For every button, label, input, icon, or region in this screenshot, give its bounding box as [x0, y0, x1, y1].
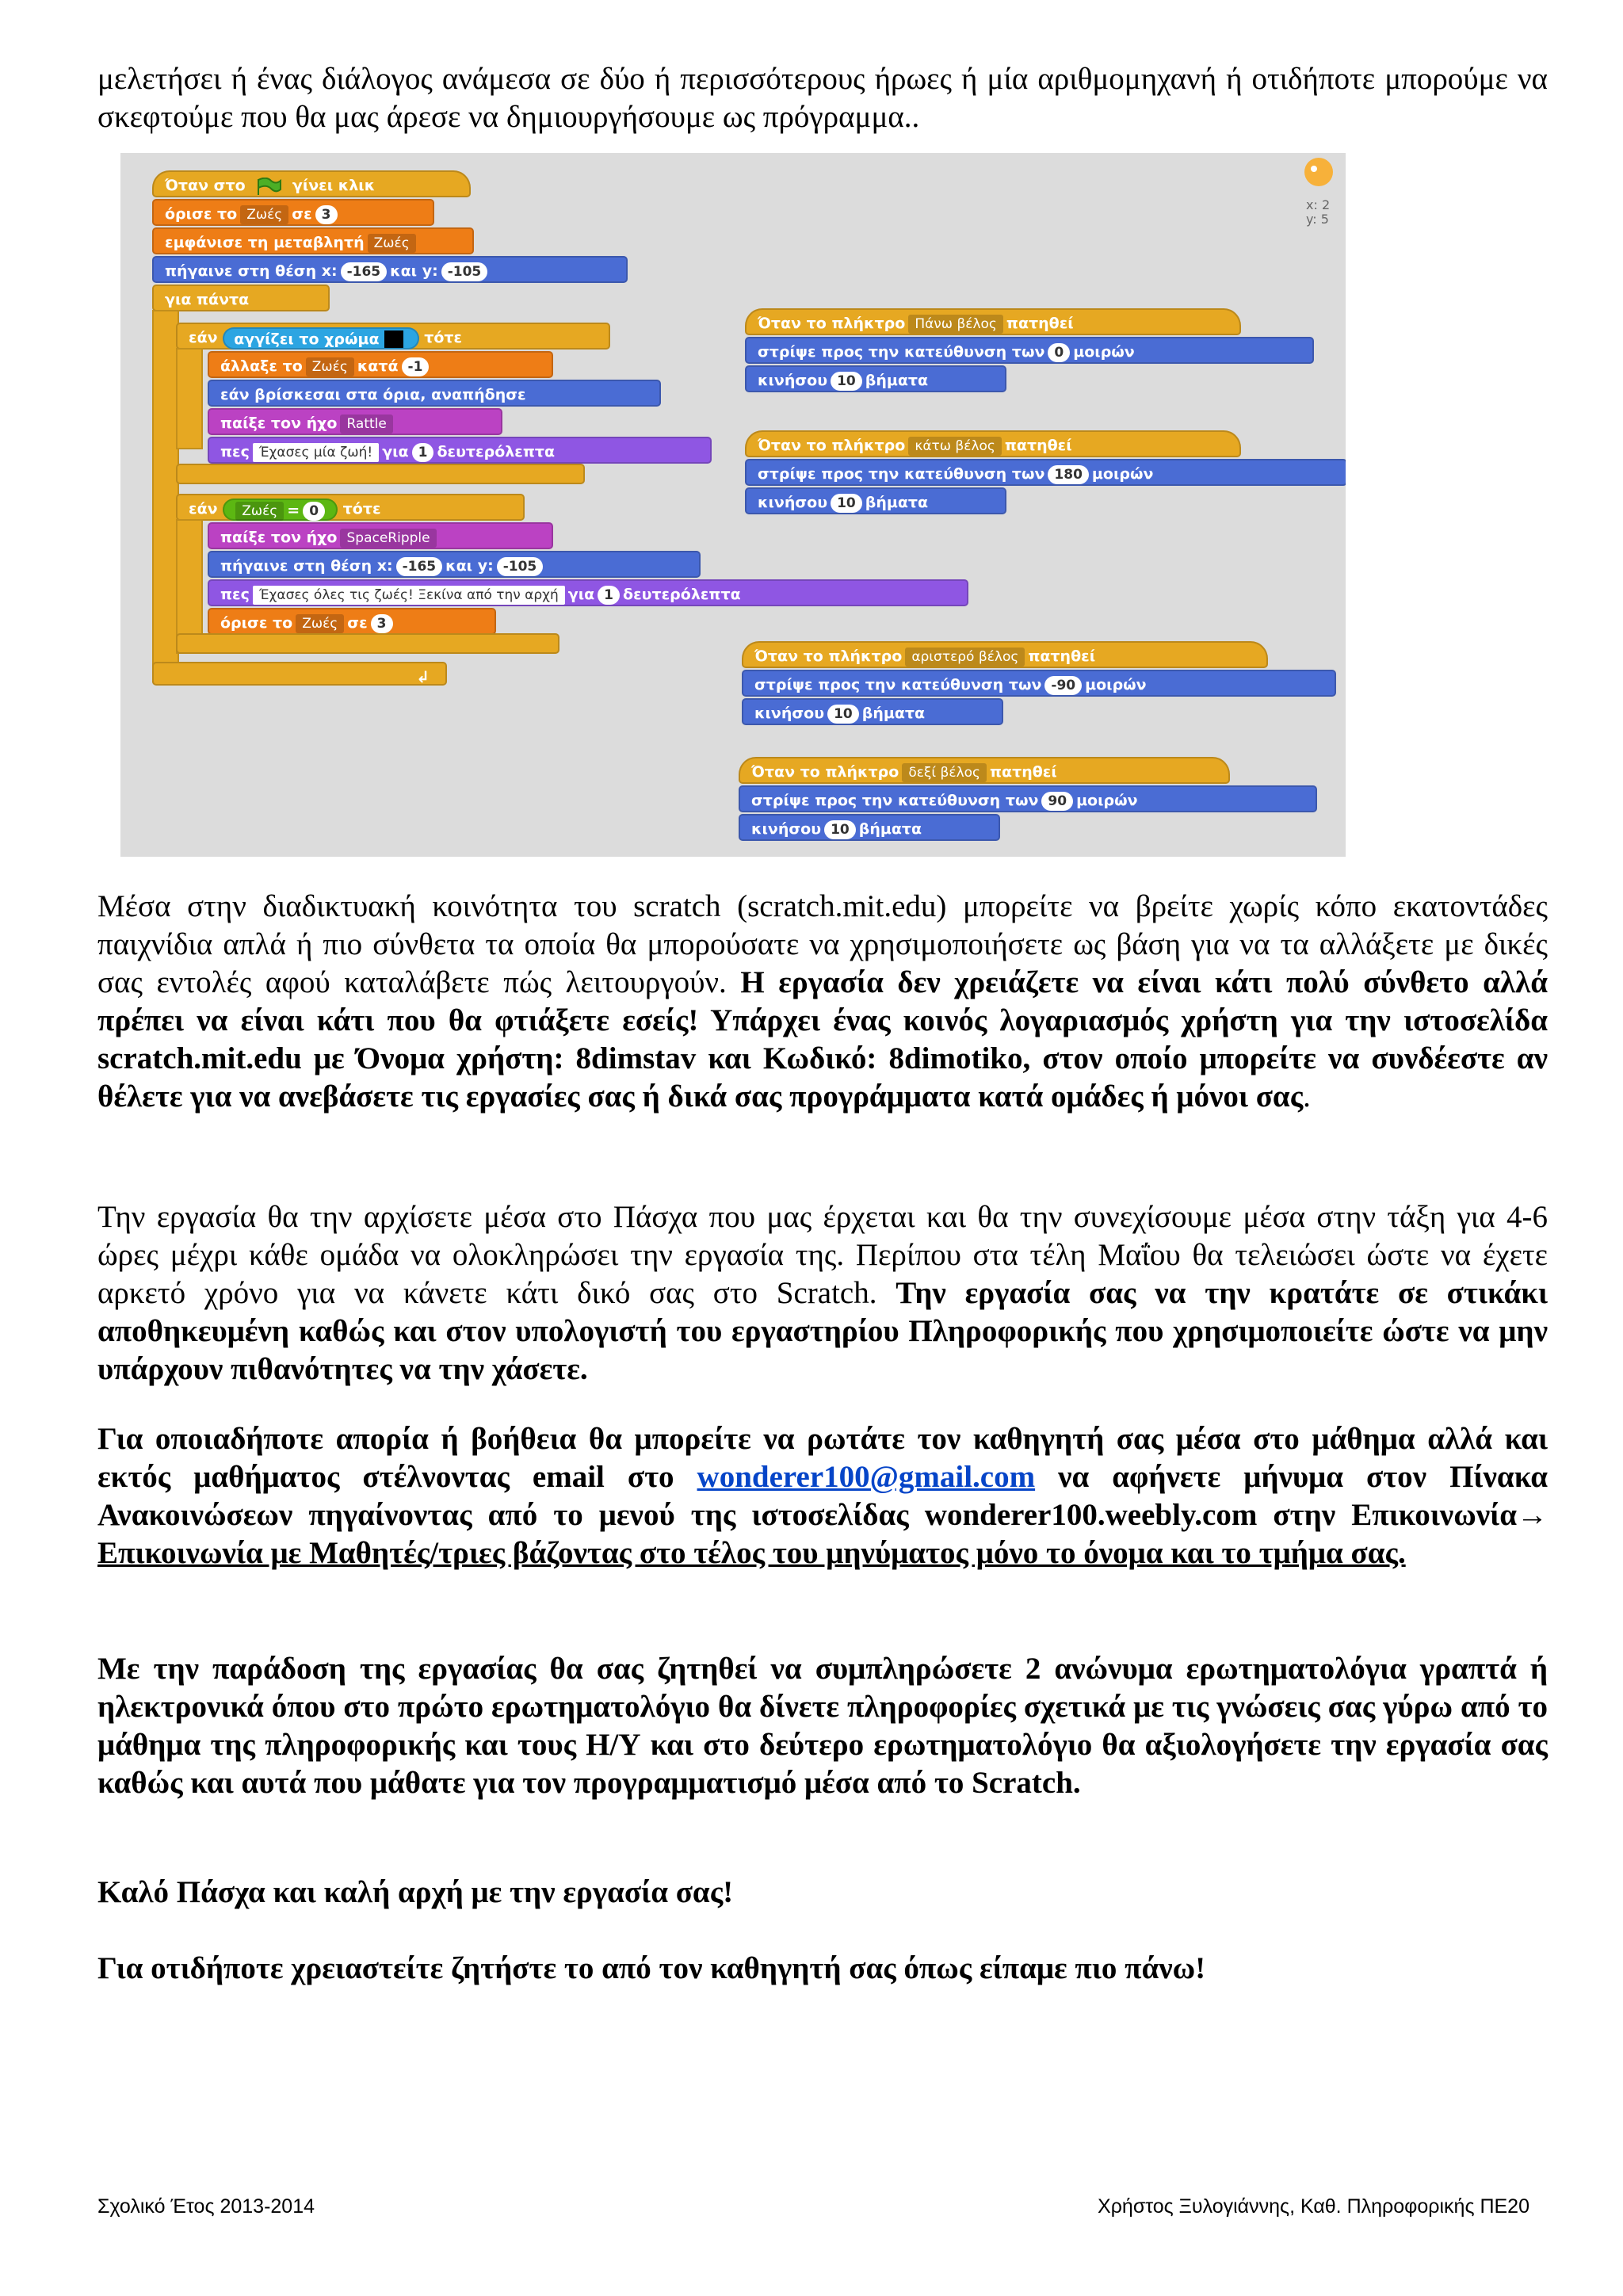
- paragraph-text: Την εργασία θα την αρχίσετε μέσα στο Πάσχα που μας έρχεται και θα την συνεχίσουμε μέσα στην τάξη για 4-6 ώρες μέχρι κάθε ομάδα να ολοκληρώσει την εργασία της. Περίπου στα τέλη Μαΐου θα τελειώσει ώστε να έχετε αρκετό χρόνο για να κάνετε κάτι δικό σας στο Scratch.: [97, 1200, 1548, 1310]
- number-slot[interactable]: 3: [315, 205, 338, 224]
- coord-y: y: 5: [1306, 212, 1329, 227]
- number-slot[interactable]: 1: [412, 443, 434, 462]
- goto-xy-block[interactable]: [152, 256, 628, 283]
- block-text: κινήσου: [754, 705, 825, 722]
- when-key-up-block[interactable]: [745, 308, 1241, 335]
- degree-slot[interactable]: 180: [1048, 465, 1089, 484]
- variable-reporter[interactable]: Ζωές: [235, 502, 284, 521]
- block-text: πατηθεί: [990, 763, 1057, 781]
- number-slot[interactable]: -1: [402, 357, 430, 376]
- block-text: πατηθεί: [1028, 648, 1096, 665]
- block-text: πες: [220, 443, 250, 460]
- equals-operator[interactable]: [223, 499, 338, 521]
- coord-x: x: 2: [1306, 197, 1331, 212]
- when-key-right-block[interactable]: [739, 757, 1230, 784]
- move-steps-block-1[interactable]: [745, 365, 1006, 392]
- variable-dropdown[interactable]: Ζωές: [296, 614, 344, 633]
- block-text: βήματα: [858, 820, 922, 838]
- set-variable-block[interactable]: [152, 199, 434, 226]
- block-text: τότε: [424, 329, 463, 346]
- show-variable-block[interactable]: [152, 227, 474, 254]
- change-variable-block[interactable]: [208, 351, 553, 378]
- say-block-2[interactable]: [208, 579, 968, 606]
- footer-left: Σχολικό Έτος 2013-2014: [97, 2195, 315, 2218]
- block-text: για: [382, 443, 409, 460]
- paragraph-contact: [97, 1420, 1548, 1572]
- forever-end: [152, 662, 447, 686]
- block-text: εάν: [189, 329, 218, 346]
- block-text: παίξε τον ήχο: [220, 529, 338, 546]
- sprite-corner: [1290, 153, 1346, 227]
- point-direction-down-block[interactable]: [745, 459, 1346, 486]
- paragraph-bold-text: Την εργασία σας να την κρατάτε σε στικάκι αποθηκευμένη καθώς και στον υπολογιστή του εργαστηρίου Πληροφορικής που χρησιμοποιείτε ώστε να μην υπάρχουν πιθανότητες να την χάσετε.: [97, 1276, 1548, 1386]
- footer-right: Χρήστος Ξυλογιάννης, Καθ. Πληροφορικής ΠΕ20: [1098, 2195, 1529, 2218]
- block-text: στρίψε προς την κατεύθυνση των: [758, 465, 1045, 483]
- degree-slot[interactable]: 90: [1041, 792, 1073, 811]
- arrow-icon: →: [1517, 1498, 1548, 1532]
- when-flag-clicked-block[interactable]: [152, 170, 471, 197]
- underlined-text: Επικοινωνία με Μαθητές/τριες βάζοντας στο τέλος του μηνύματος μόνο το όνομα και το τμήμα σας.: [97, 1536, 1406, 1570]
- paragraph-text: να αφήνετε μήνυμα στον Πίνακα Ανακοινώσεων πηγαίνοντας από το μενού της ιστοσελίδας wonderer100.weebly.com στην Επικοινωνία: [97, 1460, 1548, 1532]
- block-text: πες: [220, 586, 250, 603]
- block-text: Όταν το πλήκτρο: [758, 437, 906, 454]
- email-link[interactable]: wonderer100@gmail.com: [697, 1460, 1036, 1494]
- y-slot[interactable]: -105: [441, 262, 488, 281]
- block-text: πήγαινε στη θέση x:: [220, 557, 393, 575]
- number-slot[interactable]: 0: [303, 502, 325, 521]
- block-text: αγγίζει το χρώμα: [234, 330, 380, 348]
- if-body: [176, 348, 203, 449]
- block-text: παίξε τον ήχο: [220, 415, 338, 432]
- number-slot[interactable]: 1: [598, 586, 620, 605]
- block-text: για πάντα: [165, 291, 250, 308]
- paragraph-questionnaire: Με την παράδοση της εργασίας θα σας ζητηθεί να συμπληρώσετε 2 ανώνυμα ερωτηματολόγια γραπτά ή ηλεκτρονικά όπου στο πρώτο ερωτηματολόγιο θα δίνετε πληροφορίες σχετικά με τις γνώσεις σας γύρω από το μάθημα της πληροφορικής και τους Η/Υ και στο δεύτερο ερωτηματολόγιο θα αξιολογήσετε την εργασία σας καθώς και αυτά που μάθατε για τον προγραμματισμό μέσα από το Scratch.: [97, 1652, 1548, 1800]
- block-text: πατηθεί: [1004, 437, 1072, 454]
- say-block[interactable]: [208, 437, 712, 464]
- point-direction-up-block[interactable]: [745, 337, 1314, 364]
- say-text-slot[interactable]: Έχασες μία ζωή!: [253, 443, 379, 462]
- block-text: Όταν το πλήκτρο: [754, 648, 903, 665]
- block-text: κινήσου: [751, 820, 822, 838]
- block-text: βήματα: [865, 494, 929, 511]
- key-dropdown[interactable]: δεξί βέλος: [902, 763, 987, 782]
- paragraph-greeting: Καλό Πάσχα και καλή αρχή με την εργασία σας!: [97, 1875, 734, 1909]
- block-text: μοιρών: [1076, 792, 1138, 809]
- block-text: άλλαξε το: [220, 357, 303, 375]
- block-text: βήματα: [861, 705, 926, 722]
- block-text: μοιρών: [1085, 676, 1147, 693]
- point-direction-right-block[interactable]: [739, 785, 1317, 812]
- scratch-code-screenshot: [120, 153, 1346, 857]
- paragraph-closing: Για οτιδήποτε χρειαστείτε ζητήστε το από τον καθηγητή σας όπως είπαμε πιο πάνω!: [97, 1951, 1206, 1985]
- block-text: στρίψε προς την κατεύθυνση των: [754, 676, 1042, 693]
- degree-slot[interactable]: 0: [1048, 343, 1070, 362]
- point-direction-left-block[interactable]: [742, 670, 1336, 697]
- block-text: Όταν στο: [165, 177, 246, 194]
- number-slot[interactable]: 10: [831, 372, 862, 391]
- key-dropdown[interactable]: κάτω βέλος: [908, 437, 1002, 456]
- paragraph-scratch-community: [97, 888, 1548, 1116]
- block-text: κατά: [357, 357, 399, 375]
- block-text: Όταν το πλήκτρο: [751, 763, 899, 781]
- block-text: στρίψε προς την κατεύθυνση των: [758, 343, 1045, 361]
- number-slot[interactable]: 10: [824, 820, 856, 839]
- paragraph-schedule: [97, 1198, 1548, 1389]
- block-text: εάν: [189, 500, 218, 518]
- if-end-2: [176, 633, 559, 654]
- block-text: βήματα: [865, 372, 929, 389]
- block-text: δευτερόλεπτα: [437, 443, 556, 460]
- if-lives-zero-block[interactable]: [176, 494, 525, 521]
- number-slot[interactable]: 10: [831, 494, 862, 513]
- block-text: πήγαινε στη θέση x:: [165, 262, 338, 280]
- block-text: μοιρών: [1091, 465, 1154, 483]
- move-steps-block-3[interactable]: [742, 698, 1003, 725]
- variable-dropdown[interactable]: Ζωές: [240, 205, 288, 224]
- block-text: γίνει κλικ: [292, 177, 376, 194]
- block-text: κινήσου: [758, 372, 828, 389]
- block-text: σε: [292, 205, 312, 223]
- if-end: [176, 464, 585, 484]
- block-text: μοιρών: [1073, 343, 1135, 361]
- block-text: και y:: [390, 262, 438, 280]
- set-variable-block-2[interactable]: [208, 608, 496, 635]
- y-slot[interactable]: -105: [497, 557, 544, 576]
- touching-color-sensor[interactable]: [223, 327, 418, 350]
- block-text: και y:: [445, 557, 494, 575]
- x-slot[interactable]: -165: [341, 262, 388, 281]
- block-text: πατηθεί: [1006, 315, 1074, 332]
- block-text: όρισε το: [165, 205, 238, 223]
- paragraph-text: .: [1303, 1079, 1311, 1114]
- block-text: δευτερόλεπτα: [623, 586, 741, 603]
- block-text: σε: [347, 614, 368, 632]
- block-text: στρίψε προς την κατεύθυνση των: [751, 792, 1039, 809]
- intro-paragraph: μελετήσει ή ένας διάλογος ανάμεσα σε δύο ή περισσότερους ήρωες ή μία αριθμομηχανή ή οτιδήποτε μπορούμε να σκεφτούμε που θα μας άρεσε να δημιουργήσουμε ως πρόγραμμα..: [97, 62, 1548, 134]
- block-text: κινήσου: [758, 494, 828, 511]
- block-text: εάν βρίσκεσαι στα όρια, αναπήδησε: [220, 386, 526, 403]
- key-dropdown[interactable]: αριστερό βέλος: [905, 648, 1025, 667]
- play-sound-block[interactable]: [208, 408, 502, 435]
- variable-dropdown[interactable]: Ζωές: [306, 357, 354, 376]
- x-slot[interactable]: -165: [396, 557, 443, 576]
- green-flag-icon: [255, 178, 282, 195]
- number-slot[interactable]: 10: [827, 705, 859, 724]
- degree-slot[interactable]: -90: [1044, 676, 1082, 695]
- number-slot[interactable]: 3: [371, 614, 393, 633]
- key-dropdown[interactable]: Πάνω βέλος: [908, 315, 1003, 334]
- sound-dropdown[interactable]: SpaceRipple: [340, 529, 436, 548]
- variable-dropdown[interactable]: Ζωές: [368, 234, 416, 253]
- bounce-block[interactable]: [208, 380, 661, 407]
- paragraph-bold-text: Η εργασία δεν χρειάζετε να είναι κάτι πολύ σύνθετο αλλά πρέπει να είναι κάτι που θα φτιάξετε εσείς! Υπάρχει ένας κοινός λογαριασμός χρήστη για την ιστοσελίδα scratch.mit.edu με Όνομα χρήστη: 8dimstav και Κωδικό: 8dimotiko, στον οποίο μπορείτε να συνδέεστε αν θέλετε για να ανεβάσετε τις εργασίες σας ή δικά σας προγράμματα κατά ομάδες ή μόνοι σας: [97, 965, 1548, 1114]
- cat-sprite-icon: [1290, 153, 1346, 201]
- play-sound-block-2[interactable]: [208, 522, 553, 549]
- when-key-left-block[interactable]: [742, 641, 1268, 668]
- forever-block[interactable]: [152, 285, 330, 311]
- paragraph-text: Για οποιαδήποτε απορία ή βοήθεια θα μπορείτε να ρωτάτε τον καθηγητή σας μέσα στο μάθημα αλλά και εκτός μαθήματος στέλνοντας email στο: [97, 1422, 1548, 1494]
- block-text: =: [287, 501, 300, 519]
- say-text-slot[interactable]: Έχασες όλες τις ζωές! Ξεκίνα από την αρχή: [253, 586, 565, 605]
- block-text: Όταν το πλήκτρο: [758, 315, 906, 332]
- paragraph-text: Μέσα στην διαδικτυακή κοινότητα του scratch (scratch.mit.edu) μπορείτε να βρείτε χωρίς κόπο εκατοντάδες παιχνίδια απλά ή πιο σύνθετα τα οποία θα μπορούσατε να χρησιμοποιήσετε ως βάση για να τα αλλάξετε με δικές σας εντολές αφού καταλάβετε πώς λειτουργούν.: [97, 889, 1548, 999]
- move-steps-block-4[interactable]: [739, 814, 1000, 841]
- when-key-down-block[interactable]: [745, 430, 1241, 457]
- color-swatch[interactable]: [384, 330, 403, 348]
- block-text: εμφάνισε τη μεταβλητή: [165, 234, 365, 251]
- block-text: για: [567, 586, 595, 603]
- block-text: όρισε το: [220, 614, 293, 632]
- move-steps-block-2[interactable]: [745, 487, 1006, 514]
- sound-dropdown[interactable]: Rattle: [340, 415, 392, 434]
- forever-body: [152, 310, 179, 682]
- if-touching-color-block[interactable]: [176, 323, 610, 350]
- goto-xy-block-2[interactable]: [208, 551, 701, 578]
- loop-arrow-icon: ↲: [416, 667, 430, 686]
- block-text: τότε: [342, 500, 381, 518]
